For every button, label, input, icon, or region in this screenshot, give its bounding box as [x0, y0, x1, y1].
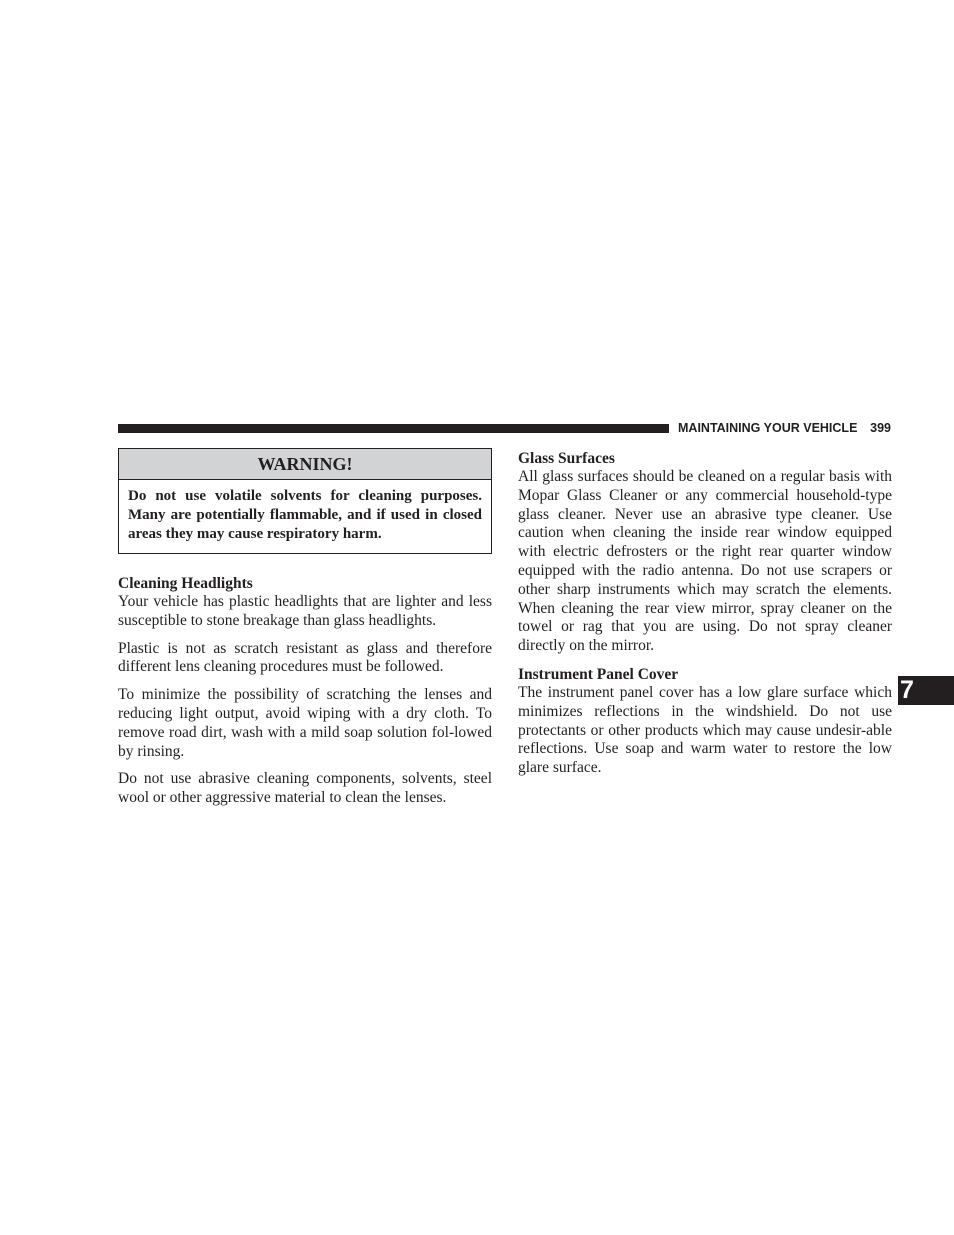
header-rule [118, 424, 669, 433]
cleaning-headlights-heading: Cleaning Headlights [118, 575, 253, 592]
cleaning-headlights-paragraph: To minimize the possibility of scratching the lenses and reducing light output, avoid wiping with a dry cloth. To remove road dirt, wash with a mild soap solution fol-lowed by rinsing. [118, 686, 492, 760]
cleaning-headlights-paragraph: Your vehicle has plastic headlights that are lighter and less susceptible to stone breakage than glass headlights. [118, 593, 492, 629]
section-title: MAINTAINING YOUR VEHICLE [678, 421, 858, 435]
running-header [678, 420, 891, 436]
glass-surfaces-paragraph: All glass surfaces should be cleaned on a regular basis with Mopar Glass Cleaner or any commercial household-type glass cleaner. Never use an abrasive type cleaner. Use caution when cleaning the inside rear window equipped with electric defrosters or the right rear quarter window equipped with the radio antenna. Do not use scrapers or other sharp instruments which may scratch the elements. When cleaning the rear view mirror, spray cleaner on the towel or rag that you are using. Do not spray cleaner directly on the mirror. [518, 468, 892, 655]
cleaning-headlights-paragraph: Plastic is not as scratch resistant as glass and therefore different lens cleaning procedures must be followed. [118, 639, 492, 676]
instrument-panel-cover-heading: Instrument Panel Cover [518, 665, 679, 683]
page-number: 399 [870, 421, 891, 435]
warning-title: WARNING! [119, 449, 491, 480]
chapter-tab: 7 [898, 676, 954, 705]
left-column [118, 448, 492, 808]
glass-surfaces-heading: Glass Surfaces [518, 450, 615, 467]
cleaning-headlights-paragraph: Do not use abrasive cleaning components, solvents, steel wool or other aggressive material to clean the lenses. [118, 770, 492, 807]
warning-box [118, 448, 492, 554]
instrument-panel-cover-paragraph: The instrument panel cover has a low glare surface which minimizes reflections in the windshield. Do not use protectants or other products which may cause undesir-able reflections. Use soap and warm water to restore the low glare surface. [518, 683, 892, 777]
right-column [518, 448, 892, 778]
warning-text: Do not use volatile solvents for cleaning purposes. Many are potentially flammable, and if used in closed areas they may cause respiratory harm. [128, 488, 482, 542]
